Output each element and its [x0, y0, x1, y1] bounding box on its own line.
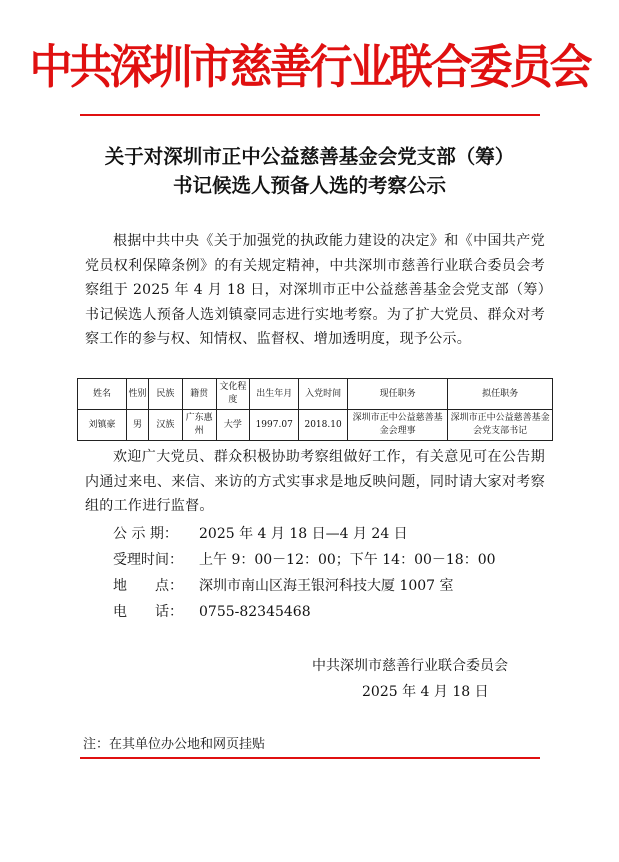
office-hours-value: 上午 9：00－12：00；下午 14：00－18：00	[199, 552, 496, 568]
header-proposed-position: 拟任职务	[448, 379, 553, 410]
footnote: 注：在其单位办公地和网页挂贴	[83, 737, 266, 752]
phone	[113, 600, 311, 624]
header-party-join-date: 入党时间	[299, 379, 348, 410]
office-hours	[113, 548, 496, 572]
cell-education: 大学	[216, 410, 250, 441]
cell-ethnicity: 汉族	[149, 410, 183, 441]
address-value: 深圳市南山区海王银河科技大厦 1007 室	[199, 578, 454, 594]
cell-current-position: 深圳市正中公益慈善基金会理事	[348, 410, 448, 441]
cell-birth-date: 1997.07	[250, 410, 299, 441]
masthead-divider	[80, 114, 540, 116]
publicity-period	[113, 522, 408, 546]
address	[113, 574, 454, 598]
header-native-place: 籍贯	[182, 379, 216, 410]
footer-divider	[80, 757, 540, 759]
phone-value: 0755-82345468	[199, 604, 311, 620]
header-birth-date: 出生年月	[250, 379, 299, 410]
body-paragraph-1: 根据中共中央《关于加强党的执政能力建设的决定》和《中国共产党党员权利保障条例》的有关规定精神，中共深圳市慈善行业联合委员会考察组于 2025 年 4 月 18 日，对深圳市正中公益慈善基金会党支部（筹）书记候选人预备人选刘镇豪同志进行实地考察。为了扩大党员、群众对考察工作的参与权、知情权、监督权、增加透明度，现予公示。	[85, 233, 545, 347]
cell-gender: 男	[126, 410, 148, 441]
signature-organization: 中共深圳市慈善行业联合委员会	[312, 658, 508, 674]
table-header-row	[78, 379, 553, 410]
publicity-period-value: 2025 年 4 月 18 日—4 月 24 日	[199, 526, 408, 542]
cell-native-place: 广东惠州	[182, 410, 216, 441]
address-label: 地 点：	[113, 578, 183, 594]
phone-label: 电 话：	[113, 604, 183, 620]
office-hours-label: 受理时间：	[113, 552, 183, 568]
signature-date: 2025 年 4 月 18 日	[362, 684, 489, 700]
cell-name: 刘镇豪	[78, 410, 127, 441]
document-title-line-2: 书记候选人预备人选的考察公示	[172, 174, 446, 197]
header-name: 姓名	[78, 379, 127, 410]
cell-proposed-position: 深圳市正中公益慈善基金会党支部书记	[448, 410, 553, 441]
header-gender: 性别	[126, 379, 148, 410]
header-education: 文化程度	[216, 379, 250, 410]
cell-party-join-date: 2018.10	[299, 410, 348, 441]
candidate-info-table	[77, 378, 553, 441]
header-current-position: 现任职务	[348, 379, 448, 410]
masthead-title: 中共深圳市慈善行业联合委员会	[29, 41, 590, 95]
header-ethnicity: 民族	[149, 379, 183, 410]
document-title-line-1: 关于对深圳市正中公益慈善基金会党支部（筹）	[104, 145, 515, 168]
body-paragraph-2: 欢迎广大党员、群众积极协助考察组做好工作，有关意见可在公告期内通过来电、来信、来访的方式实事求是地反映问题，同时请大家对考察组的工作进行监督。	[85, 449, 545, 514]
table-row	[78, 410, 553, 441]
publicity-period-label: 公 示 期：	[113, 526, 178, 542]
